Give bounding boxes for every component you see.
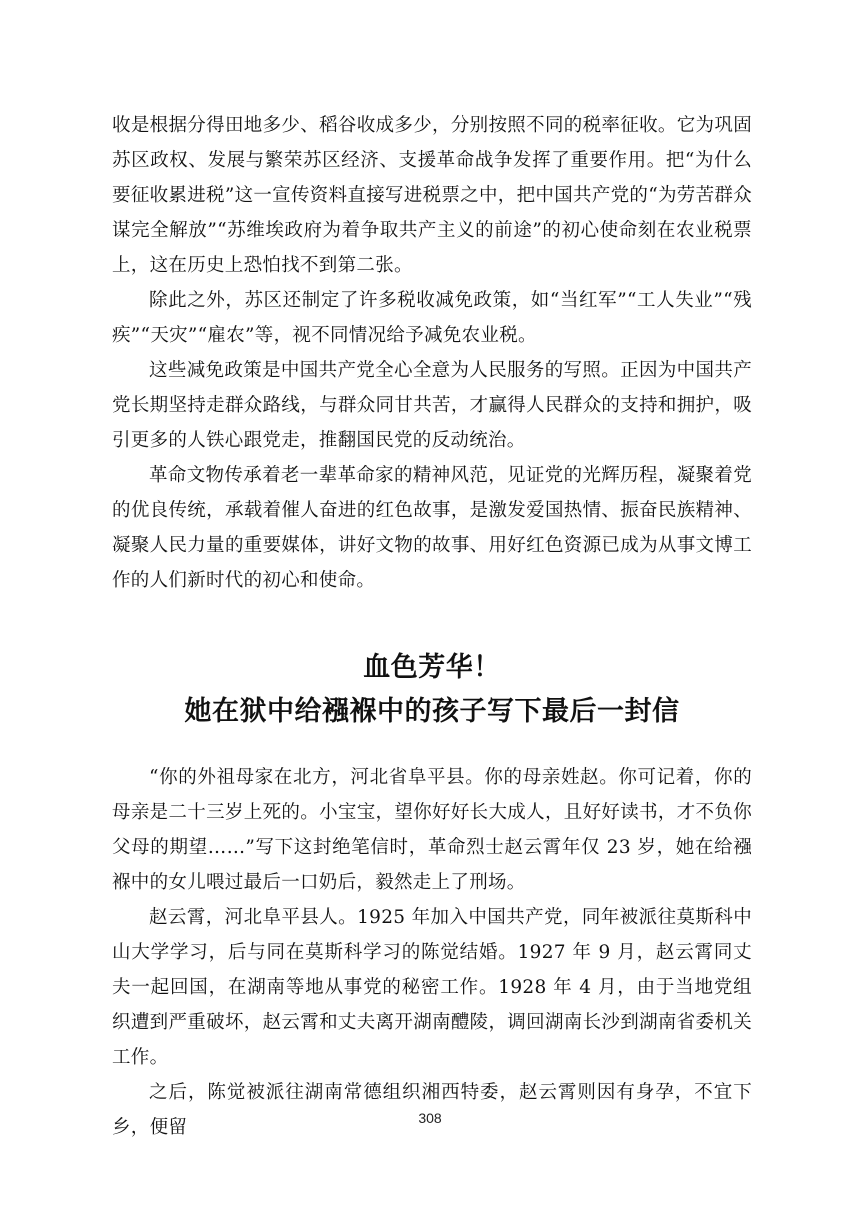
title-line-2: 她在狱中给襁褓中的孩子写下最后一封信: [184, 696, 680, 727]
paragraph: 革命文物传承着老一辈革命家的精神风范，见证党的光辉历程，凝聚着党的优良传统，承载着催人奋进的红色故事，是激发爱国热情、振奋民族精神、凝聚人民力量的重要媒体，讲好文物的故事、用好红色资源已成为从事文博工作的人们新时代的初心和使命。: [112, 465, 752, 591]
title-line-1: 血色芳华！: [363, 652, 501, 683]
page-number: 308: [418, 1110, 442, 1126]
paragraph: 这些减免政策是中国共产党全心全意为人民服务的写照。正因为中国共产党长期坚持走群众路线，与群众同甘共苦，才赢得人民群众的支持和拥护，吸引更多的人铁心跟党走，推翻国民党的反动统治。: [112, 360, 752, 451]
paragraph: 之后，陈觉被派往湖南常德组织湘西特委，赵云霄则因有身孕，不宜下乡，便留: [112, 1082, 752, 1138]
paragraph: “你的外祖母家在北方，河北省阜平县。你的母亲姓赵。你可记着，你的母亲是二十三岁上死的。小宝宝，望你好好长大成人，且好好读书，才不负你父母的期望……”写下这封绝笔信时，革命烈士赵云霄年仅 23 岁，她在给襁褓中的女儿喂过最后一口奶后，毅然走上了刑场。: [112, 767, 752, 893]
paragraph: 除此之外，苏区还制定了许多税收减免政策，如“当红军”“工人失业”“残疾”“天灾”“雇农”等，视不同情况给予减免农业税。: [112, 290, 752, 346]
paragraph: 赵云霄，河北阜平县人。1925 年加入中国共产党，同年被派往莫斯科中山大学学习，后与同在莫斯科学习的陈觉结婚。1927 年 9 月，赵云霄同丈夫一起回国，在湖南等地从事党的秘密工作。1928 年 4 月，由于当地党组织遭到严重破坏，赵云霄和丈夫离开湖南醴陵，调回湖南长沙到湖南省委机关工作。: [112, 907, 752, 1068]
body-text-bottom: [112, 760, 752, 1145]
paragraph: 收是根据分得田地多少、稻谷收成多少，分别按照不同的税率征收。它为巩固苏区政权、发展与繁荣苏区经济、支援革命战争发挥了重要作用。把“为什么要征收累进税”这一宣传资料直接写进税票之中，把中国共产党的“为劳苦群众谋完全解放”“苏维埃政府为着争取共产主义的前途”的初心使命刻在农业税票上，这在历史上恐怕找不到第二张。: [112, 115, 752, 276]
article-title: [112, 646, 752, 734]
body-text-top: [112, 108, 752, 598]
